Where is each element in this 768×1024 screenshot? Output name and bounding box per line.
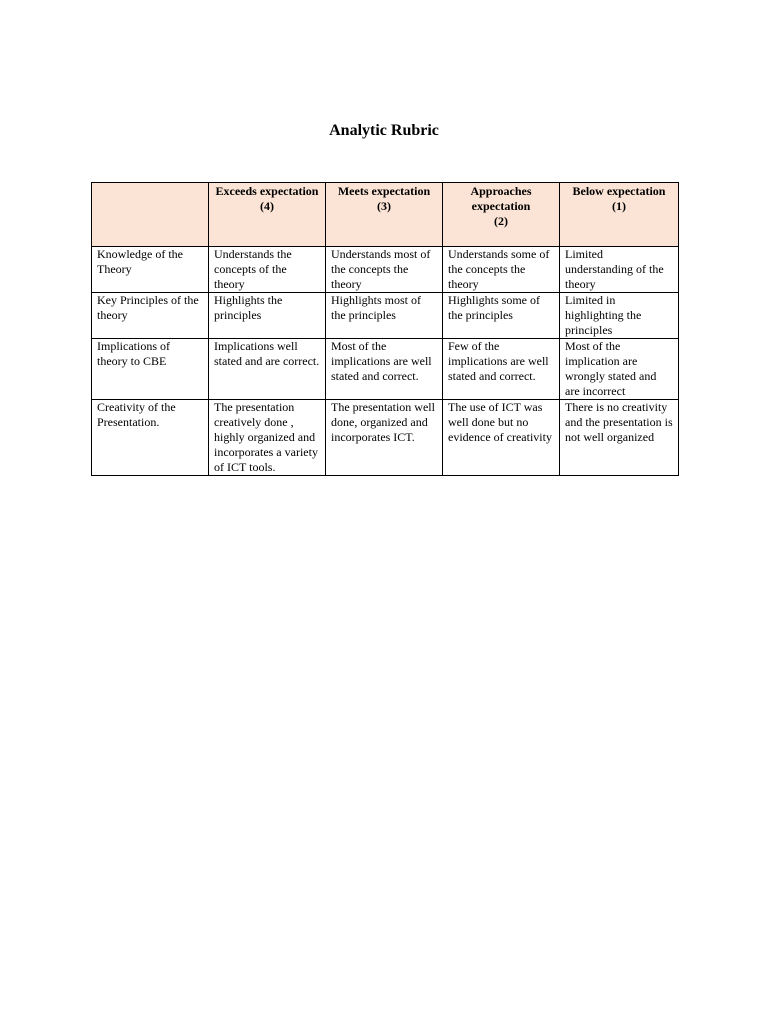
criterion-cell: Creativity of the Presentation.	[92, 400, 209, 476]
header-meets-expectation	[326, 183, 443, 247]
descriptor-cell: Few of the implications are well stated and correct.	[443, 339, 560, 400]
header-level-label: Approaches expectation	[470, 184, 532, 213]
descriptor-cell: Implications well stated and are correct.	[209, 339, 326, 400]
descriptor-cell: Highlights the principles	[209, 293, 326, 339]
rubric-row-creativity	[92, 400, 679, 476]
criterion-cell: Knowledge of the Theory	[92, 247, 209, 293]
descriptor-cell: There is no creativity and the presentation is not well organized	[560, 400, 679, 476]
header-level-score: (1)	[612, 199, 626, 213]
descriptor-cell: The presentation well done, organized and incorporates ICT.	[326, 400, 443, 476]
descriptor-cell: Understands the concepts of the theory	[209, 247, 326, 293]
header-level-label: Below expectation	[572, 184, 666, 198]
descriptor-cell: Limited in highlighting the principles	[560, 293, 679, 339]
criterion-cell: Key Principles of the theory	[92, 293, 209, 339]
criterion-cell: Implications of theory to CBE	[92, 339, 209, 400]
descriptor-cell: Most of the implication are wrongly stated and are incorrect	[560, 339, 679, 400]
descriptor-cell: Highlights most of the principles	[326, 293, 443, 339]
rubric-row-implications	[92, 339, 679, 400]
rubric-header-row	[92, 183, 679, 247]
header-level-score: (2)	[494, 214, 508, 228]
descriptor-cell: Most of the implications are well stated and correct.	[326, 339, 443, 400]
header-level-score: (4)	[260, 199, 274, 213]
header-below-expectation	[560, 183, 679, 247]
header-level-label: Meets expectation	[337, 184, 431, 198]
descriptor-cell: The presentation creatively done , highly organized and incorporates a variety of ICT tools.	[209, 400, 326, 476]
page-title: Analytic Rubric	[329, 122, 439, 139]
descriptor-cell: Limited understanding of the theory	[560, 247, 679, 293]
header-level-score: (3)	[377, 199, 391, 213]
header-approaches-expectation	[443, 183, 560, 247]
descriptor-cell: Understands some of the concepts the theory	[443, 247, 560, 293]
header-level-label: Exceeds expectation	[215, 184, 319, 198]
rubric-row-key-principles	[92, 293, 679, 339]
rubric-table	[91, 182, 679, 476]
descriptor-cell: Understands most of the concepts the theory	[326, 247, 443, 293]
descriptor-cell: The use of ICT was well done but no evidence of creativity	[443, 400, 560, 476]
header-exceeds-expectation	[209, 183, 326, 247]
descriptor-cell: Highlights some of the principles	[443, 293, 560, 339]
header-corner-cell	[92, 183, 209, 247]
rubric-row-knowledge	[92, 247, 679, 293]
